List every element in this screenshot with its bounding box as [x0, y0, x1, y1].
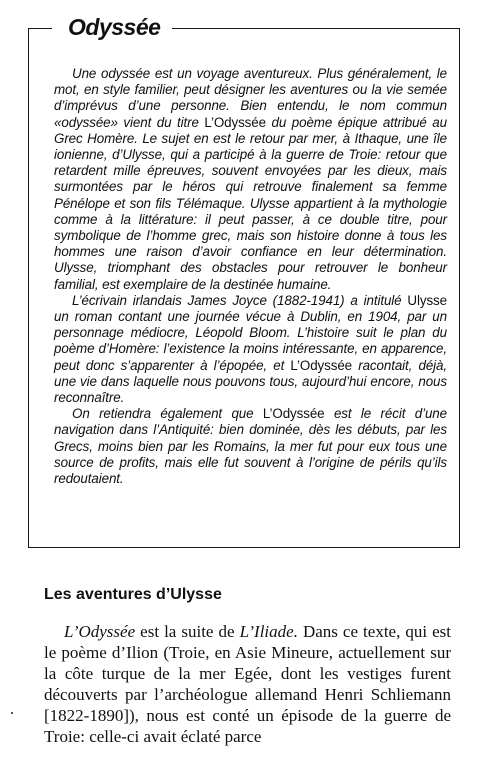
text-run: du poème épique attribué au Grec Homère. Le sujet en est le retour par mer, à Ithaque, une île ionienne, d’Ulysse, qui a participé à la guerre de Troie: retour que retardent mille épreuves, souvent envoyées par les dieux, mais surmontées par le héros qui retrouve finalement sa femme Pénélope et son fils Télémaque. Ulysse appartient à la mythologie comme à la littérature: il peut passer, à ce double titre, pour symbolique de l’homme grec, mais son histoire donne à tous les hommes une raison d’avoir confiance en leur détermination. Ulysse, triomphant des obstacles pour retrouver le bonheur familial, est exemplaire de la destinée humaine.: [54, 114, 447, 292]
text-run: Dans ce texte, qui est le poème d’Ilion (Troie, en Asie Mineure, actuellement sur la côte turque de la mer Egée, dont les vestiges furent découverts par l’archéologue allemand Henri Schliemann [1822-1890]), nous est conté un épisode de la guerre de Troie: celle-ci avait éclaté parce: [44, 622, 451, 746]
section-body: [44, 621, 451, 747]
encadre-paragraph-3: [54, 406, 447, 487]
encadre-title: Odyssée: [68, 14, 161, 40]
text-run: un roman contant une journée vécue à Dublin, en 1904, par un personnage médiocre, Léopold Bloom. L’histoire suit le plan du poème d’Homère: l’existence la moins intéressante, en apparence, peut donc s’apparenter à l’épopée, et: [54, 309, 447, 373]
text-run: On retiendra également que: [72, 406, 263, 422]
book-title: Ulysse: [407, 292, 447, 308]
book-title: L’Odyssée: [262, 406, 325, 422]
book-title: L’Iliade.: [239, 622, 298, 641]
encadre-body: [54, 66, 447, 487]
encadre-paragraph-2: [54, 293, 447, 406]
encadre-paragraph-1: [54, 66, 447, 293]
book-title: L’Odyssée: [204, 114, 266, 130]
text-run: L’écrivain irlandais James Joyce (1882-1941) a intitulé: [72, 292, 408, 308]
encadre-title-wrap: [52, 13, 172, 41]
section-paragraph-1: [44, 621, 451, 747]
book-title: L’Odyssée: [64, 622, 136, 641]
scan-speck: [11, 712, 13, 714]
text-run: racontait, déjà, une vie dans laquelle nous pouvons tous, aujourd’hui encore, nous reconnaître.: [54, 357, 448, 406]
section-heading: Les aventures d’Ulysse: [44, 586, 222, 603]
text-run: Une odyssée est un voyage aventureux. Plus généralement, le mot, en style familier, peut désigner les aventures ou la vie semée d’imprévus d’une personne. Bien entendu, le nom commun «odyssée» vient du titre: [54, 66, 447, 130]
text-run: est la suite de: [135, 622, 240, 641]
book-title: L’Odyssée: [290, 357, 353, 373]
text-run: est le récit d’une navigation dans l’Antiquité: bien dominée, dès les débuts, par les Grecs, moins bien par les Romains, la mer fut pour eux tous une source de profits, mais elle fut souvent à l’origine de périls qu’ils redoutaient.: [54, 406, 447, 487]
